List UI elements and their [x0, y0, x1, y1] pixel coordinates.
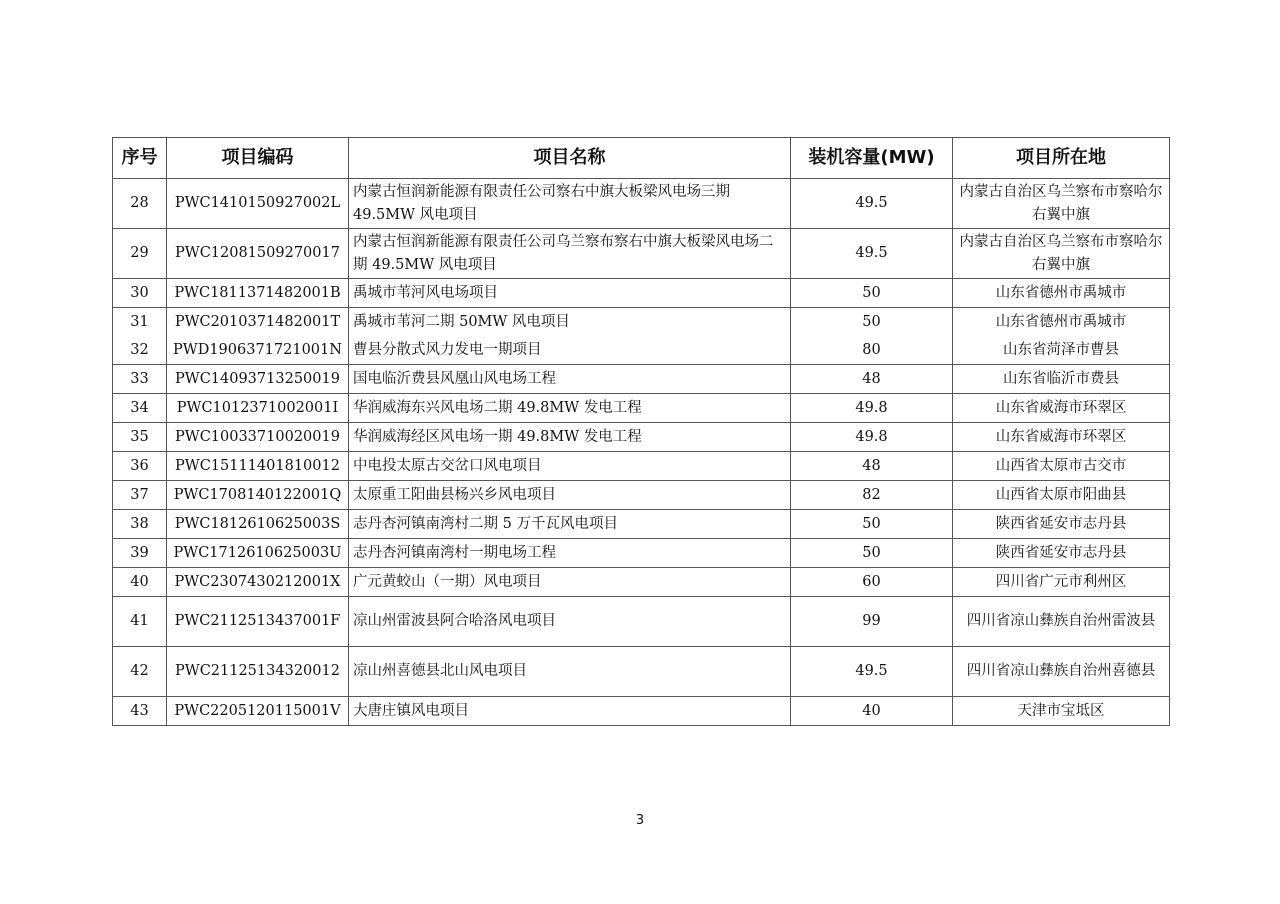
table-header-row: [113, 138, 1170, 179]
header-no: 序号: [113, 138, 167, 179]
cell-code: PWC1712610625003U: [167, 539, 349, 568]
cell-capacity: 99: [791, 597, 953, 647]
project-table: [112, 137, 1170, 726]
cell-capacity: 60: [791, 568, 953, 597]
table-row: [113, 568, 1170, 597]
table-row: [113, 394, 1170, 423]
table-body: [113, 179, 1170, 726]
header-name: 项目名称: [349, 138, 791, 179]
cell-no: 39: [113, 539, 167, 568]
cell-no: 29: [113, 229, 167, 279]
cell-no: 30: [113, 279, 167, 308]
table-row: [113, 365, 1170, 394]
cell-name: 志丹杏河镇南湾村一期电场工程: [349, 539, 791, 568]
cell-code: PWC10033710020019: [167, 423, 349, 452]
cell-no: 35: [113, 423, 167, 452]
cell-capacity: 48: [791, 365, 953, 394]
cell-code: PWC21125134320012: [167, 647, 349, 697]
cell-name: 华润威海经区风电场一期 49.8MW 发电工程: [349, 423, 791, 452]
cell-code: PWC2307430212001X: [167, 568, 349, 597]
cell-code: PWC2112513437001F: [167, 597, 349, 647]
cell-name: 太原重工阳曲县杨兴乡风电项目: [349, 481, 791, 510]
cell-location: 内蒙古自治区乌兰察布市察哈尔右翼中旗: [953, 179, 1170, 229]
table-row: [113, 229, 1170, 279]
cell-no: 41: [113, 597, 167, 647]
cell-location: 四川省凉山彝族自治州雷波县: [953, 597, 1170, 647]
table-row: [113, 697, 1170, 726]
cell-no: 38: [113, 510, 167, 539]
table-row: [113, 647, 1170, 697]
cell-location: 山西省太原市古交市: [953, 452, 1170, 481]
cell-name: 内蒙古恒润新能源有限责任公司乌兰察布察右中旗大板梁风电场二期 49.5MW 风电项目: [349, 229, 791, 279]
cell-code: PWC15111401810012: [167, 452, 349, 481]
table-row: [113, 539, 1170, 568]
cell-capacity: 50: [791, 279, 953, 308]
cell-name: 禹城市苇河风电场项目: [349, 279, 791, 308]
cell-capacity: 49.5: [791, 647, 953, 697]
cell-no: 31: [113, 308, 167, 337]
cell-no: 28: [113, 179, 167, 229]
cell-location: 天津市宝坻区: [953, 697, 1170, 726]
cell-location: 山东省德州市禹城市: [953, 279, 1170, 308]
cell-name: 华润威海东兴风电场二期 49.8MW 发电工程: [349, 394, 791, 423]
table-row: [113, 597, 1170, 647]
cell-capacity: 49.8: [791, 423, 953, 452]
cell-location: 四川省广元市利州区: [953, 568, 1170, 597]
cell-no: 34: [113, 394, 167, 423]
cell-name: 中电投太原古交岔口风电项目: [349, 452, 791, 481]
cell-capacity: 50: [791, 308, 953, 337]
cell-location: 内蒙古自治区乌兰察布市察哈尔右翼中旗: [953, 229, 1170, 279]
cell-name: 凉山州喜德县北山风电项目: [349, 647, 791, 697]
cell-no: 33: [113, 365, 167, 394]
header-capacity: 装机容量(MW): [791, 138, 953, 179]
table-row: [113, 452, 1170, 481]
table-row: [113, 481, 1170, 510]
table-row: [113, 279, 1170, 308]
header-location: 项目所在地: [953, 138, 1170, 179]
cell-code: PWC1811371482001B: [167, 279, 349, 308]
cell-capacity: 40: [791, 697, 953, 726]
page-number: 3: [635, 813, 645, 828]
cell-capacity: 80: [791, 336, 953, 365]
cell-capacity: 50: [791, 510, 953, 539]
cell-no: 40: [113, 568, 167, 597]
cell-location: 山东省德州市禹城市: [953, 308, 1170, 337]
cell-code: PWC14093713250019: [167, 365, 349, 394]
cell-name: 凉山州雷波县阿合哈洛风电项目: [349, 597, 791, 647]
cell-no: 37: [113, 481, 167, 510]
cell-capacity: 49.5: [791, 229, 953, 279]
cell-no: 43: [113, 697, 167, 726]
cell-name: 曹县分散式风力发电一期项目: [349, 336, 791, 365]
cell-location: 山东省威海市环翠区: [953, 394, 1170, 423]
cell-name: 大唐庄镇风电项目: [349, 697, 791, 726]
table-row: [113, 336, 1170, 365]
cell-no: 36: [113, 452, 167, 481]
cell-no: 42: [113, 647, 167, 697]
cell-code: PWD1906371721001N: [167, 336, 349, 365]
cell-code: PWC1708140122001Q: [167, 481, 349, 510]
cell-name: 内蒙古恒润新能源有限责任公司察右中旗大板梁风电场三期49.5MW 风电项目: [349, 179, 791, 229]
cell-code: PWC12081509270017: [167, 229, 349, 279]
cell-location: 山东省临沂市费县: [953, 365, 1170, 394]
cell-code: PWC1410150927002L: [167, 179, 349, 229]
cell-name: 志丹杏河镇南湾村二期 5 万千瓦风电项目: [349, 510, 791, 539]
cell-no: 32: [113, 336, 167, 365]
cell-name: 广元黄蛟山（一期）风电项目: [349, 568, 791, 597]
cell-code: PWC1812610625003S: [167, 510, 349, 539]
cell-location: 山西省太原市阳曲县: [953, 481, 1170, 510]
cell-capacity: 49.8: [791, 394, 953, 423]
cell-name: 国电临沂费县风凰山风电场工程: [349, 365, 791, 394]
cell-code: PWC1012371002001I: [167, 394, 349, 423]
cell-name: 禹城市苇河二期 50MW 风电项目: [349, 308, 791, 337]
cell-location: 山东省威海市环翠区: [953, 423, 1170, 452]
cell-location: 四川省凉山彝族自治州喜德县: [953, 647, 1170, 697]
cell-capacity: 82: [791, 481, 953, 510]
cell-code: PWC2010371482001T: [167, 308, 349, 337]
header-code: 项目编码: [167, 138, 349, 179]
cell-capacity: 49.5: [791, 179, 953, 229]
table-row: [113, 423, 1170, 452]
cell-capacity: 48: [791, 452, 953, 481]
cell-capacity: 50: [791, 539, 953, 568]
table-row: [113, 510, 1170, 539]
cell-location: 陕西省延安市志丹县: [953, 539, 1170, 568]
cell-location: 山东省菏泽市曹县: [953, 336, 1170, 365]
table-row: [113, 308, 1170, 337]
cell-location: 陕西省延安市志丹县: [953, 510, 1170, 539]
cell-code: PWC2205120115001V: [167, 697, 349, 726]
table-row: [113, 179, 1170, 229]
